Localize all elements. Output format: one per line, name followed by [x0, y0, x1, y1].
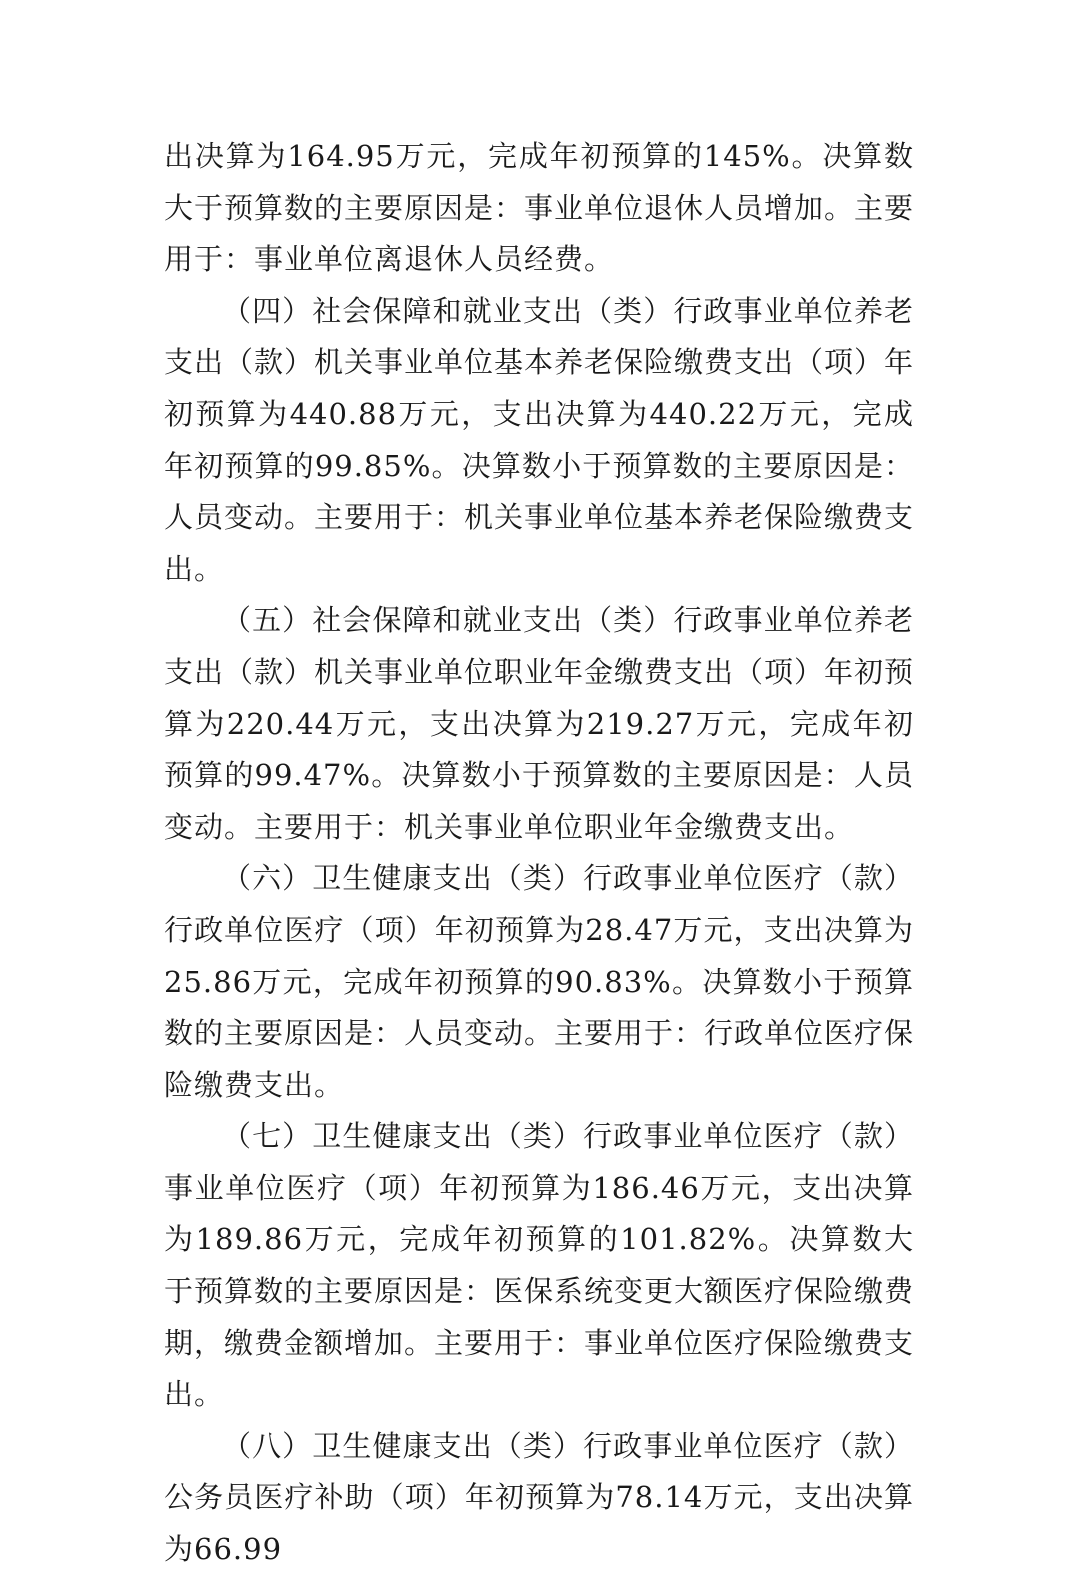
paragraph-civil-servant-medical-subsidy: （八）卫生健康支出（类）行政事业单位医疗（款）公务员医疗补助（项）年初预算为78.14万元，支出决算为66.99 [164, 1428, 914, 1567]
document-body [164, 131, 914, 1576]
paragraph-administrative-medical: （六）卫生健康支出（类）行政事业单位医疗（款）行政单位医疗（项）年初预算为28.47万元，支出决算为25.86万元，完成年初预算的90.83%。决算数小于预算数的主要原因是：人员变动。主要用于：行政单位医疗保险缴费支出。 [164, 861, 915, 1102]
paragraph-institution-medical: （七）卫生健康支出（类）行政事业单位医疗（款）事业单位医疗（项）年初预算为186.46万元，支出决算为189.86万元，完成年初预算的101.82%。决算数大于预算数的主要原因是：医保系统变更大额医疗保险缴费期，缴费金额增加。主要用于：事业单位医疗保险缴费支出。 [164, 1119, 915, 1412]
paragraph-basic-pension-insurance: （四）社会保障和就业支出（类）行政事业单位养老支出（款）机关事业单位基本养老保险缴费支出（项）年初预算为440.88万元，支出决算为440.22万元，完成年初预算的99.85%。决算数小于预算数的主要原因是：人员变动。主要用于：机关事业单位基本养老保险缴费支出。 [164, 293, 915, 586]
paragraph-pension-expense-continuation: 出决算为164.95万元，完成年初预算的145%。决算数大于预算数的主要原因是：事业单位退休人员增加。主要用于：事业单位离退休人员经费。 [164, 139, 915, 277]
paragraph-occupational-annuity: （五）社会保障和就业支出（类）行政事业单位养老支出（款）机关事业单位职业年金缴费支出（项）年初预算为220.44万元，支出决算为219.27万元，完成年初预算的99.47%。决算数小于预算数的主要原因是：人员变动。主要用于：机关事业单位职业年金缴费支出。 [164, 603, 915, 844]
